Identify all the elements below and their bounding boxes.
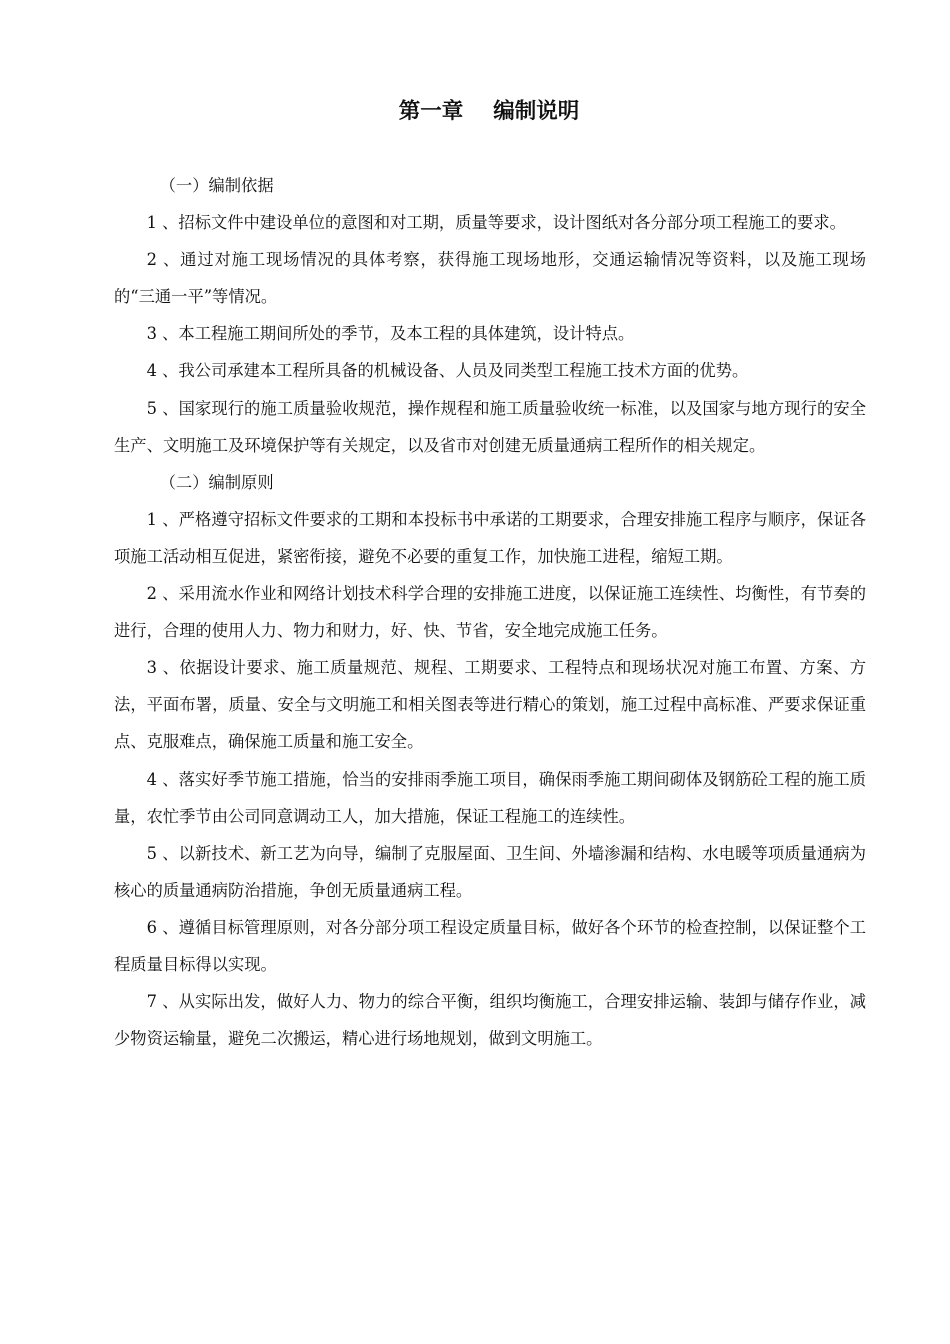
section-heading-principles: （二）编制原则 <box>159 472 274 492</box>
basis-item-3: 3 、本工程施工期间所处的季节，及本工程的具体建筑，设计特点。 <box>146 324 635 344</box>
basis-item-4: 4 、我公司承建本工程所具备的机械设备、人员及同类型工程施工技术方面的优势。 <box>146 361 749 381</box>
section-heading-basis: （一）编制依据 <box>159 176 274 195</box>
document-body <box>114 167 866 1057</box>
basis-item-2: 2 、通过对施工现场情况的具体考察，获得施工现场地形，交通运输情况等资料，以及施工现场的“三通一平”等情况。 <box>114 250 866 307</box>
principle-item-4: 4 、落实好季节施工措施，恰当的安排雨季施工项目，确保雨季施工期间砌体及钢筋砼工程的施工质量，农忙季节由公司同意调动工人，加大措施，保证工程施工的连续性。 <box>114 769 866 826</box>
principle-item-6: 6 、遵循目标管理原则，对各分部分项工程设定质量目标，做好各个环节的检查控制，以保证整个工程质量目标得以实现。 <box>114 917 866 974</box>
principle-item-7: 7 、从实际出发，做好人力、物力的综合平衡，组织均衡施工，合理安排运输、装卸与储存作业，减少物资运输量，避免二次搬运，精心进行场地规划，做到文明施工。 <box>114 992 866 1049</box>
principle-item-1: 1 、严格遵守招标文件要求的工期和本投标书中承诺的工期要求，合理安排施工程序与顺序，保证各项施工活动相互促进，紧密衔接，避免不必要的重复工作，加快施工进程，缩短工期。 <box>114 509 866 566</box>
chapter-title: 第一章 编制说明 <box>398 99 580 124</box>
principle-item-3: 3 、依据设计要求、施工质量规范、规程、工期要求、工程特点和现场状况对施工布置、方案、方法，平面布署，质量、安全与文明施工和相关图表等进行精心的策划，施工过程中高标准、严要求保证重点、克服难点，确保施工质量和施工安全。 <box>114 658 866 752</box>
principle-item-2: 2 、采用流水作业和网络计划技术科学合理的安排施工进度，以保证施工连续性、均衡性，有节奏的进行，合理的使用人力、物力和财力，好、快、节省，安全地完成施工任务。 <box>114 584 866 641</box>
basis-item-1: 1 、招标文件中建设单位的意图和对工期，质量等要求，设计图纸对各分部分项工程施工的要求。 <box>146 213 846 233</box>
basis-item-5: 5 、国家现行的施工质量验收规范，操作规程和施工质量验收统一标准，以及国家与地方现行的安全生产、文明施工及环境保护等有关规定，以及省市对创建无质量通病工程所作的相关规定。 <box>114 398 866 455</box>
principle-item-5: 5 、以新技术、新工艺为向导，编制了克服屋面、卫生间、外墙渗漏和结构、水电暖等项质量通病为核心的质量通病防治措施，争创无质量通病工程。 <box>114 843 866 900</box>
